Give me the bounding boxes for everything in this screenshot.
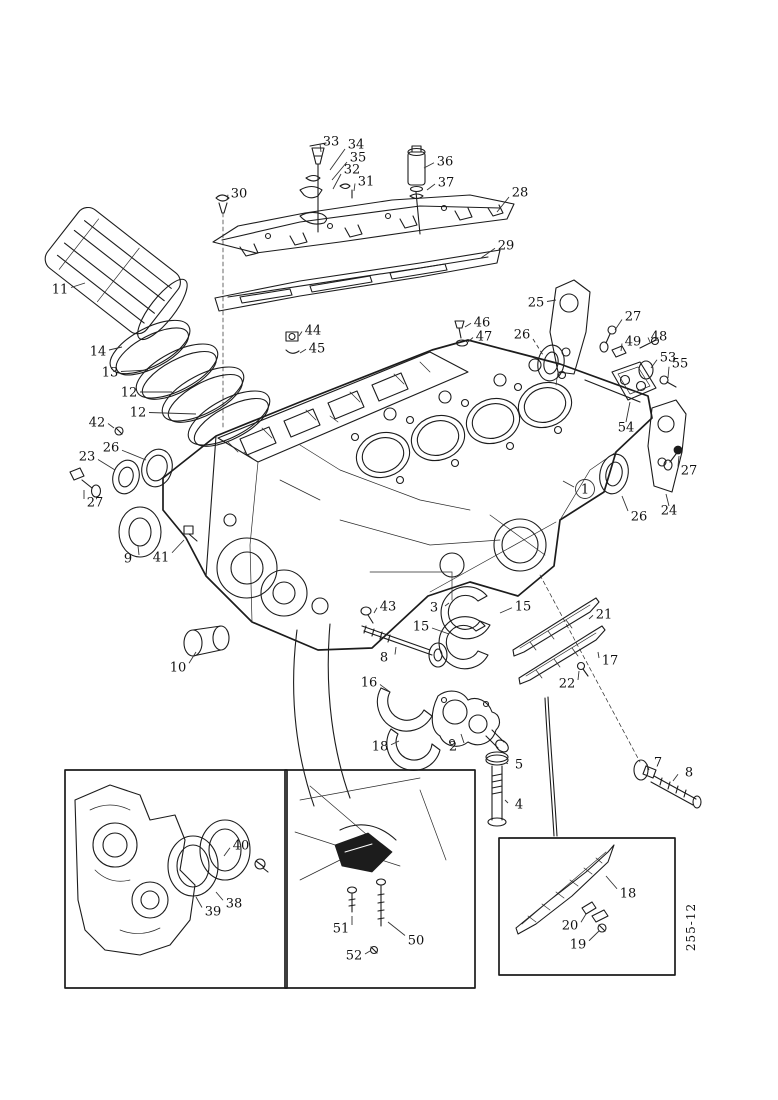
callout-number-54: 54 [617,420,635,436]
callout-number-36: 36 [436,154,454,170]
callout-number-42: 42 [88,415,106,431]
leader-line-46 [465,323,471,327]
inset-baffle [499,838,675,975]
callout-number-28: 28 [511,185,529,201]
callout-number-38: 38 [225,896,243,912]
leader-line-5 [506,763,508,764]
leader-line-18 [391,741,399,745]
callout-number-9: 9 [123,551,133,567]
leader-line-27 [615,320,622,331]
callout-number-13: 13 [101,365,119,381]
callout-45 [300,342,325,357]
plate-bolt-30 [216,195,229,428]
callout-number-32: 32 [343,162,361,178]
leader-line-32 [333,174,341,189]
leader-line-2 [461,734,464,743]
callout-number-15: 15 [412,619,430,635]
callout-7 [647,756,662,771]
breather-cylinder-36 [408,146,425,234]
callout-20 [562,914,586,934]
callout-3 [430,601,449,616]
callout-15 [413,620,449,635]
callout-number-47: 47 [475,329,493,345]
sealing-rings [102,310,278,458]
callout-number-44: 44 [304,323,322,339]
leader-line-18 [606,876,617,889]
callout-number-8: 8 [684,765,694,781]
callout-number-26: 26 [630,509,648,525]
callout-47 [468,330,492,345]
callout-number-14: 14 [89,344,107,360]
leader-line-8 [395,647,396,655]
callout-54 [618,402,635,436]
callout-number-15: 15 [514,599,532,615]
leader-line-21 [589,615,593,619]
callout-number-51: 51 [332,921,350,937]
callout-18 [372,740,399,755]
callout-42 [89,416,114,431]
callout-number-35: 35 [349,150,367,166]
callout-15 [500,600,531,615]
leader-line-38 [216,892,223,900]
callout-4 [505,798,523,813]
callout-44 [299,324,321,339]
leader-line-33 [320,144,321,152]
callout-number-27: 27 [86,495,104,511]
callout-number-5: 5 [514,757,524,773]
gaskets-53-54 [612,361,656,400]
callout-number-17: 17 [601,653,619,669]
callout-48 [648,330,667,345]
stud-4-5 [486,752,508,826]
valley-gasket [215,250,500,311]
callout-43 [374,600,396,615]
leader-line-12 [149,413,196,415]
callout-number-26: 26 [513,327,531,343]
leader-line-52 [365,951,370,954]
bolt-7-8 [540,575,701,808]
callout-number-53: 53 [659,350,677,366]
callout-number-1: 1 [580,482,590,498]
callout-33 [320,135,339,153]
callout-52 [346,949,370,964]
leader-line-49 [621,344,622,352]
leader-line-14 [109,347,122,350]
drawing-number: 255-12 [684,902,698,952]
front-seal-parts [70,446,373,656]
leader-line-17 [598,652,599,658]
leader-line-50 [388,922,405,936]
callout-number-48: 48 [650,329,668,345]
block-reference-line [490,515,545,555]
callout-number-4: 4 [514,797,524,813]
oil-pump [432,691,510,754]
callout-24 [661,494,678,519]
callout-number-20: 20 [561,918,579,934]
callout-number-45: 45 [308,341,326,357]
callout-number-29: 29 [497,238,515,254]
callout-number-19: 19 [569,937,587,953]
leader-line-11 [71,283,85,288]
callout-14 [90,345,122,360]
callout-19 [570,931,599,953]
inset-underside [285,770,475,988]
callout-number-52: 52 [345,948,363,964]
leader-line-31 [354,184,355,192]
leader-line-10 [189,652,196,663]
washer-seal-32-34-35 [300,176,352,199]
callout-number-31: 31 [357,174,375,190]
gasket-26-upper [535,343,567,383]
callout-17 [598,652,618,669]
callout-number-3: 3 [429,600,439,616]
leader-line-44 [299,332,302,337]
callout-50 [388,922,424,949]
callout-29 [481,239,514,259]
callout-number-40: 40 [232,838,250,854]
thrust-washers [377,688,440,770]
callout-number-33: 33 [322,134,340,150]
bolt-27-lower [664,446,682,470]
callout-27 [678,456,697,479]
leader-line-20 [581,914,586,922]
callout-27 [615,310,641,331]
callout-number-7: 7 [653,755,663,771]
valley-cover-plate [213,195,514,256]
callout-number-21: 21 [595,607,613,623]
leader-line-45 [300,349,306,353]
callout-51 [333,916,352,937]
oil-filter [40,203,194,346]
callout-number-12: 12 [120,385,138,401]
leader-line-26 [533,339,543,355]
callout-49 [621,335,641,352]
callout-number-16: 16 [360,675,378,691]
callout-number-39: 39 [204,904,222,920]
callout-55 [668,357,688,379]
callout-36 [424,155,453,170]
callout-number-10: 10 [169,660,187,676]
callout-number-43: 43 [379,599,397,615]
callout-26 [514,328,543,356]
callout-40 [224,839,249,857]
callout-number-18: 18 [619,886,637,902]
callout-30 [227,187,247,202]
leader-line-26 [122,450,146,460]
callout-number-27: 27 [624,309,642,325]
callout-8 [673,766,693,782]
callout-31 [354,175,374,192]
engine-block [163,340,652,650]
callout-number-23: 23 [78,449,96,465]
leader-line-3 [445,603,449,606]
callout-number-8: 8 [379,650,389,666]
leader-line-22 [578,671,579,680]
leader-line-39 [196,897,202,908]
callout-2 [449,734,464,755]
inset-front-cover [65,770,287,988]
leader-line-23 [98,460,115,471]
callout-number-55: 55 [671,356,689,372]
leader-line-55 [668,367,669,378]
leader-line-48 [648,338,650,343]
callout-46 [465,316,490,331]
leader-line-54 [626,402,630,422]
callout-26 [103,441,146,461]
callout-number-50: 50 [407,933,425,949]
callout-number-27: 27 [680,463,698,479]
callout-number-30: 30 [230,186,248,202]
leader-line-42 [108,424,114,429]
callout-number-22: 22 [558,676,576,692]
callout-number-18: 18 [371,739,389,755]
callout-41 [153,540,184,566]
leader-line-19 [589,931,599,941]
leader-line-4 [505,800,508,803]
leader-line-37 [427,184,435,190]
callout-number-34: 34 [347,137,365,153]
callout-number-2: 2 [448,739,458,755]
leader-line-41 [172,540,184,553]
callout-number-41: 41 [152,550,170,566]
callout-number-25: 25 [527,295,545,311]
leader-line-53 [651,360,657,368]
callout-number-26: 26 [102,440,120,456]
callout-11 [52,283,85,298]
callout-number-37: 37 [437,175,455,191]
leader-line-40 [224,848,230,856]
callout-number-11: 11 [51,282,69,298]
callout-8 [380,647,396,666]
callout-26 [622,496,647,525]
callout-number-46: 46 [473,315,491,331]
callout-32 [333,163,360,190]
leader-line-1 [563,481,574,487]
callout-39 [196,897,221,920]
callout-22 [559,671,579,692]
callout-37 [427,176,454,191]
leader-line-15 [500,608,512,613]
callout-18 [606,876,636,902]
leader-line-8 [673,774,678,781]
leader-line-26 [622,496,628,511]
callout-number-24: 24 [660,503,678,519]
bolt-27-upper [600,326,616,352]
callout-25 [528,296,556,311]
callout-number-49: 49 [624,334,642,350]
callout-5 [506,758,523,773]
leader-line-43 [374,608,377,613]
leader-line-9 [138,546,139,555]
callout-number-12: 12 [129,405,147,421]
